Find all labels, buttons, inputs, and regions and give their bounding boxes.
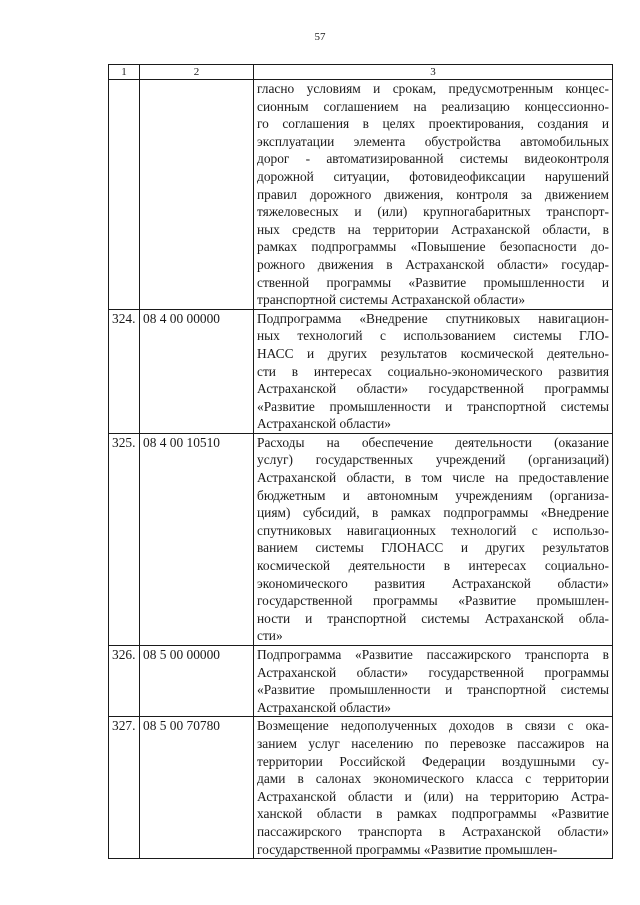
description-line: государственной программы «Развитие промышлен- — [257, 841, 558, 857]
table-header-row — [109, 65, 613, 80]
description-line: услуг) государственных учреждений (организаций) — [257, 452, 609, 468]
description-line: Астраханской области» — [257, 416, 391, 432]
description-line: занием услуг населению по перевозке пассажиров на — [257, 735, 609, 751]
table-row — [109, 309, 613, 433]
description-line: «Развитие промышленности и транспортной системы — [257, 398, 609, 414]
row-number: 325. — [109, 433, 140, 645]
description-line: Расходы на обеспечение деятельности (оказание — [257, 434, 609, 450]
description-line: космической деятельности в интересах социально- — [257, 558, 609, 574]
column-header-3: 3 — [254, 65, 613, 80]
description-line: сионным соглашением на реализацию концессионно- — [257, 98, 609, 114]
description-line: ности и транспортной системы Астраханской обла- — [257, 610, 609, 626]
description-line: транспортной системы Астраханской области» — [257, 292, 526, 308]
description-line: Астраханской области и (или) на территорию Астра- — [257, 788, 609, 804]
description-line: государственной программы «Развитие промышлен- — [257, 593, 609, 609]
column-header-2: 2 — [140, 65, 254, 80]
description-line: бюджетным и автономным учреждениям (организа- — [257, 487, 609, 503]
description-line: тяжеловесных и (или) крупногабаритных транспорт- — [257, 204, 609, 220]
classification-code: 08 4 00 00000 — [140, 309, 254, 433]
table-body — [109, 80, 613, 859]
description-line: спутниковых навигационных технологий с использо- — [257, 522, 609, 538]
table-row — [109, 433, 613, 645]
description-line: гласно условиям и срокам, предусмотренным концес- — [257, 81, 609, 96]
description-line: «Развитие промышленности и транспортной системы — [257, 682, 609, 698]
description-line: ванием системы ГЛОНАСС и других результатов — [257, 540, 609, 556]
description-line: рамках подпрограммы «Повышение безопасности до- — [257, 239, 609, 255]
table-row — [109, 80, 613, 310]
item-description — [254, 80, 613, 310]
description-line: Астраханской области» государственной программы — [257, 381, 609, 397]
description-line: экономического развития Астраханской области» — [257, 575, 609, 591]
description-line: территории Российской Федерации воздушными су- — [257, 753, 609, 769]
classification-code: 08 4 00 10510 — [140, 433, 254, 645]
classification-code — [140, 80, 254, 310]
column-header-1: 1 — [109, 65, 140, 80]
row-number: 326. — [109, 646, 140, 717]
item-description — [254, 433, 613, 645]
description-line: дорожной ситуации, фотовидеофиксации нарушений — [257, 168, 609, 184]
description-line: Возмещение недополученных доходов в связи с ока- — [257, 718, 609, 734]
row-number — [109, 80, 140, 310]
description-line: правил дорожного движения, контроля за движением — [257, 186, 609, 202]
item-description — [254, 309, 613, 433]
item-description — [254, 646, 613, 717]
budget-classification-table — [108, 64, 613, 859]
description-line: НАСС и других результатов космической деятельно- — [257, 345, 609, 361]
classification-code: 08 5 00 70780 — [140, 717, 254, 859]
description-line: рожного движения в Астраханской области» государ- — [257, 256, 609, 272]
description-line: Астраханской области» государственной программы — [257, 664, 609, 680]
description-line: Подпрограмма «Развитие пассажирского транспорта в — [257, 647, 609, 662]
description-line: ных средств на территории Астраханской области, в — [257, 221, 609, 237]
description-line: ных технологий с использованием системы ГЛО- — [257, 328, 609, 344]
description-line: сти» — [257, 628, 283, 644]
row-number: 324. — [109, 309, 140, 433]
page-number: 57 — [314, 31, 326, 43]
row-number: 327. — [109, 717, 140, 859]
description-line: циям) субсидий, в рамках подпрограммы «Внедрение — [257, 505, 609, 521]
description-line: ханской области в рамках подпрограммы «Развитие — [257, 806, 609, 822]
description-line: пассажирского транспорта в Астраханской области» — [257, 823, 609, 839]
description-line: сти в интересах социально-экономического развития — [257, 363, 609, 379]
description-line: Подпрограмма «Внедрение спутниковых навигацион- — [257, 310, 609, 326]
description-line: го соглашения в целях проектирования, создания и — [257, 116, 609, 132]
description-line: дами в салонах экономического класса с территории — [257, 771, 609, 787]
description-line: эксплуатации элемента обустройства автомобильных — [257, 133, 609, 149]
table-row — [109, 717, 613, 859]
description-line: Астраханской области, в том числе на предоставление — [257, 470, 609, 486]
table-row — [109, 646, 613, 717]
description-line: дорог - автоматизированной системы видеоконтроля — [257, 151, 609, 167]
description-line: ственной программы «Развитие промышленности и — [257, 274, 609, 290]
classification-code: 08 5 00 00000 — [140, 646, 254, 717]
description-line: Астраханской области» — [257, 699, 391, 715]
item-description — [254, 717, 613, 859]
